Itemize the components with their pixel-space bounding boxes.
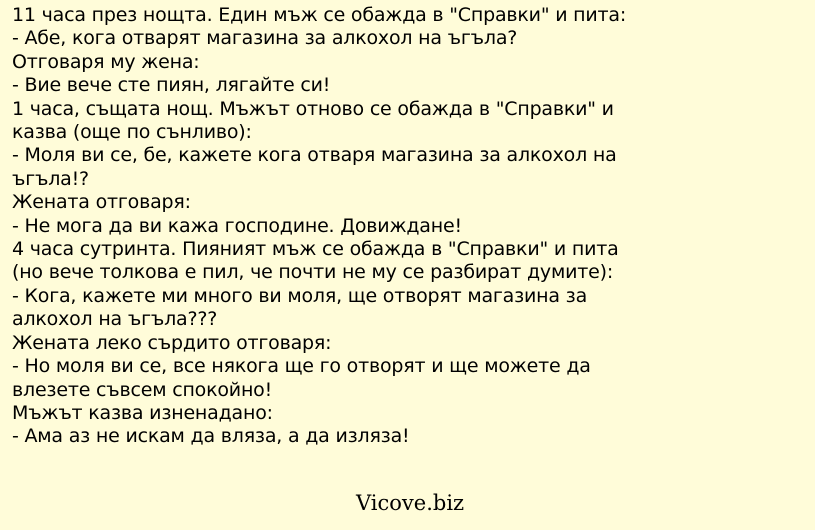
joke-line: - Абе, кога отварят магазина за алкохол на ъгъла? (12, 27, 518, 50)
joke-text (12, 4, 807, 449)
joke-line: влезете съвсем спокойно! (12, 378, 273, 401)
joke-line: - Кога, кажете ми много ви моля, ще отворят магазина за (12, 284, 588, 307)
joke-line: Жената отговаря: (12, 191, 191, 214)
joke-line: 1 часа, същата нощ. Мъжът отново се обажда в "Справки" и (12, 97, 614, 120)
joke-line: ъгъла!? (12, 167, 89, 190)
joke-line: 4 часа сутринта. Пияният мъж се обажда в "Справки" и пита (12, 238, 619, 261)
joke-line: Отговаря му жена: (12, 50, 200, 73)
joke-line: 11 часа през нощта. Един мъж се обажда в "Справки" и пита: (12, 4, 627, 26)
joke-line: - Не мога да ви кажа господине. Довиждане! (12, 214, 462, 237)
joke-line: Жената леко сърдито отговаря: (12, 331, 332, 354)
joke-line: (но вече толкова е пил, че почти не му се разбират думите): (12, 261, 614, 284)
joke-line: - Вие вече сте пиян, лягайте си! (12, 74, 331, 97)
joke-line: алкохол на ъгъла??? (12, 308, 218, 331)
joke-line: - Но моля ви се, все някога ще го отворят и ще можете да (12, 355, 591, 378)
joke-line: Мъжът казва изненадано: (12, 401, 273, 424)
site-watermark: Vicove.biz (356, 491, 465, 515)
joke-line: - Ама аз не искам да вляза, а да изляза! (12, 425, 410, 448)
joke-line: - Моля ви се, бе, кажете кога отваря магазина за алкохол на (12, 144, 617, 167)
joke-line: казва (още по сънливо): (12, 121, 252, 144)
